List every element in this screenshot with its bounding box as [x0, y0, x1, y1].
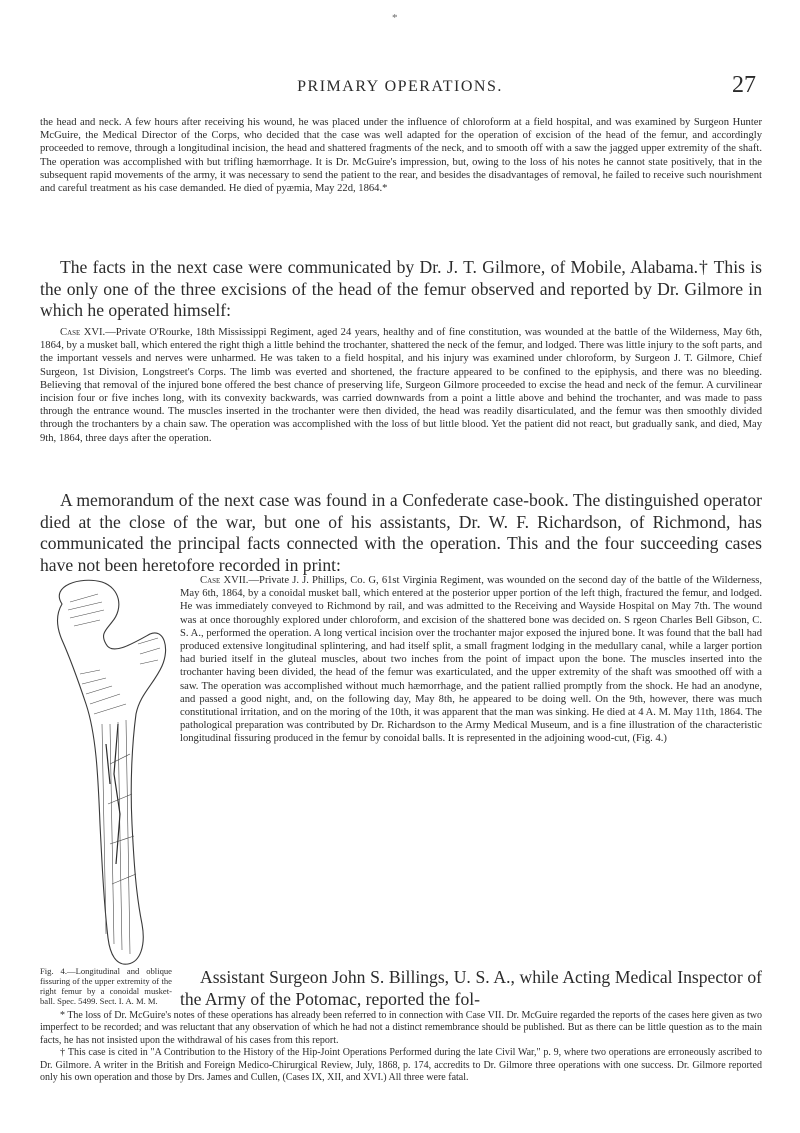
footnotes — [40, 1010, 762, 1084]
ornament-mark: * — [392, 12, 398, 24]
billings-paragraph: Assistant Surgeon John S. Billings, U. S. A., while Acting Medical Inspector of the Army of the Potomac, reported the fol- — [180, 967, 762, 1009]
case-17-label: Case XVII. — [200, 575, 249, 586]
billings-block — [180, 967, 762, 1010]
case-16-block — [40, 326, 762, 445]
page-header — [40, 12, 760, 98]
footnote-star: * The loss of Dr. McGuire's notes of these operations has already been referred to in connection with Case VII. Dr. McGuire regarded the reports of the cases here given as two imperfect to be recorded; and was reluctant that any observation of which he had not a distinct remembrance should be published. But as there can be little question as to the main facts, he has not insisted upon the withdrawal of his cases from this report. — [40, 1010, 762, 1046]
intro-paragraph-block — [40, 116, 762, 195]
gilmore-paragraph: The facts in the next case were communicated by Dr. J. T. Gilmore, of Mobile, Alabama.† This is the only one of the three excisions of the head of the femur observed and reported by Dr. Gilmore in which he operated himself: — [40, 257, 762, 320]
footnote-dagger: † This case is cited in "A Contribution to the History of the Hip-Joint Operations Performed during the late Civil War," p. 9, where two operations are erroneously ascribed to Dr. Gilmore. A writer in the British and Foreign Medico-Chirurgical Review, July, 1868, p. 174, accredits to Dr. Gilmore three operations with one success. Dr. Gilmore reported only his own operation and those by Drs. James and Cullen, (Cases IX, XII, and XVI.) All three were fatal. — [40, 1047, 762, 1084]
case-17-block — [180, 574, 762, 746]
running-title: PRIMARY OPERATIONS. — [297, 78, 503, 95]
figure-caption: Fig. 4.—Longitudinal and oblique fissuring of the upper extremity of the right femur by a conoidal musket-ball. Spec. 5499. Sect. I. A. M. M. — [40, 966, 172, 1006]
page-number: 27 — [732, 72, 756, 98]
case-16-paragraph — [40, 326, 762, 445]
case-16-label: Case XVI. — [60, 327, 106, 338]
memorandum-block — [40, 490, 762, 576]
case-17-paragraph — [180, 574, 762, 746]
case-16-text: —Private O'Rourke, 18th Mississippi Regiment, aged 24 years, healthy and of fine constitution, was wounded at the battle of the Wilderness, May 6th, 1864, by a musket ball, which entered the right thigh a little behind the trochanter, shattered the neck of the femur, and lodged. There was little injury to the soft parts, and the important vessels and nerves were unharmed. He was taken to a field hospital, and his injury was examined under chloroform, by Surgeon J. T. Gilmore, Chief Surgeon, 1st Division, Longstreet's Corps. The limb was everted and shortened, the fracture appeared to be confined to the epiphysis, and there was no bleeding. Believing that removal of the injured bone offered the best chance of preserving life, Surgeon Gilmore proceeded to excise the head and neck of the femur. A curvilinear incision four or five inches long, with its convexity backwards, was carried downwards from a point a little above and behind the trochanter, and was made to pass through the entrance wound. The muscles inserted in the trochanter were then divided, the head was readily disarticulated, and the femur was then smoothly divided through the trochanters by a chain saw. The operation was accomplished with the loss of but little blood. Yet the patient did not react, but gradually sank, and died, May 9th, 1864, three days after the operation. — [40, 327, 762, 444]
memorandum-paragraph: A memorandum of the next case was found in a Confederate case-book. The distinguished operator died at the close of the war, but one of his assistants, Dr. W. F. Richardson, of Richmond, has communicated the principal facts connected with the operation. This and the four succeeding cases have not been heretofore recorded in print: — [40, 490, 762, 575]
femur-figure — [40, 574, 172, 966]
gilmore-paragraph-block — [40, 257, 762, 322]
intro-paragraph: the head and neck. A few hours after receiving his wound, he was placed under the influence of chloroform at a field hospital, and was examined by Surgeon Hunter McGuire, the Medical Director of the Corps, who decided that the case was well adapted for the operation of excision of the head of the femur, and accordingly proceeded to remove, through a longitudinal incision, the head and shattered fragments of the neck, and to smooth off with a saw the jagged upper extremity of the shaft. The operation was accomplished with but trifling hæmorrhage. It is Dr. McGuire's impression, but, owing to the loss of his notes he cannot state positively, that in the subsequent rapid movements of the army, it was necessary to send the patient to the rear, and besides the disadvantages of removal, he failed to receive such nourishment and careful treatment as his case demanded. He died of pyæmia, May 22d, 1864.* — [40, 117, 762, 195]
case-17-text: —Private J. J. Phillips, Co. G, 61st Virginia Regiment, was wounded on the second day of the battle of the Wilderness, May 6th, 1864, by a conoidal musket ball, which entered at the posterior upper portion of the left thigh, fractured the femur, and lodged. He was immediately conveyed to Richmond by rail, and was admitted to the Receiving and Wayside Hospital on May 7th. The wound was at once thoroughly explored under chloroform, and excision of the shattered bone was decided on. S rgeon Charles Bell Gibson, C. S. A., performed the operation. A long vertical incision over the trochanter major exposed the injured bone. It was found that the ball had produced extensive longitudinal splintering, and had itself split, a small fragment lodging in the medullary canal, while a larger portion had buried itself in the gluteal muscles, about two inches from the point of impact upon the bone. The muscles inserted into the trochanter having been divided, the head of the femur was exarticulated, and the upper extremity of the shaft was smoothed off with a saw. The operation was accomplished without much hæmorrhage, and the patient rallied promptly from the shock. He had an anodyne, and passed a good night, and, on the following day, May 8th, he appeared to be doing well. On the 9th, however, there was much constitutional irritation, and on the moring of the 10th, it was apparent that the man was sinking. He died at 4 A. M. May 11th, 1864. The pathological preparation was contributed by Dr. Richardson to the Army Medical Museum, and is a fine illustration of the characteristic longitudinal fissuring produced in the femur by conoidal balls. It is represented in the adjoining wood-cut, (Fig. 4.) — [180, 575, 762, 745]
femur-woodcut-illustration — [40, 574, 172, 966]
